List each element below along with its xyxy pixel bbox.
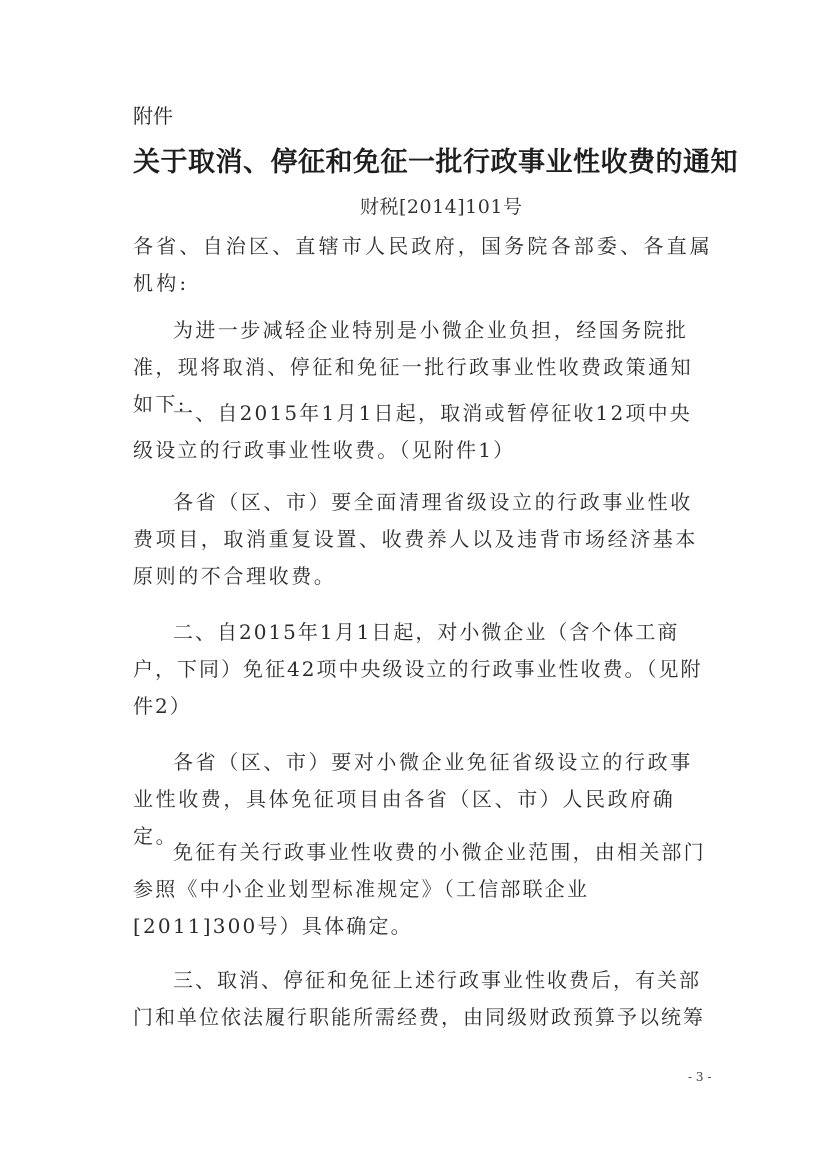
attachment-label: 附件 xyxy=(133,104,173,128)
paragraph: 三、取消、停征和免征上述行政事业性收费后，有关部门和单位依法履行职能所需经费，由同级财政预算予以统筹 xyxy=(133,968,705,1029)
paragraph: 各省（区、市）要全面清理省级设立的行政事业性收费项目，取消重复设置、收费养人以及违背市场经济基本原则的不合理收费。 xyxy=(133,490,698,588)
paragraph: 为进一步减轻企业特别是小微企业负担，经国务院批准，现将取消、停征和免征一批行政事业性收费政策通知如下: xyxy=(133,318,693,416)
document-title: 关于取消、停征和免征一批行政事业性收费的通知 xyxy=(133,147,738,178)
paragraph: 一、自2015年1月1日起，取消或暂停征收12项中央级设立的行政事业性收费。（见附件1） xyxy=(133,401,692,462)
paragraph: 各省（区、市）要对小微企业免征省级设立的行政事业性收费，具体免征项目由各省（区、市）人民政府确定。 xyxy=(133,750,693,848)
document-number: 财税[2014]101号 xyxy=(360,196,523,218)
paragraph: 二、自2015年1月1日起，对小微企业（含个体工商户，下同）免征42项中央级设立的行政事业性收费。（见附件2） xyxy=(133,620,703,718)
page-number: - 3 - xyxy=(688,1070,712,1084)
addressee: 各省、自治区、直辖市人民政府，国务院各部委、各直属机构: xyxy=(133,234,713,295)
paragraph: 免征有关行政事业性收费的小微企业范围，由相关部门参照《中小企业划型标准规定》（工信部联企业[2011]300号）具体确定。 xyxy=(133,840,706,938)
